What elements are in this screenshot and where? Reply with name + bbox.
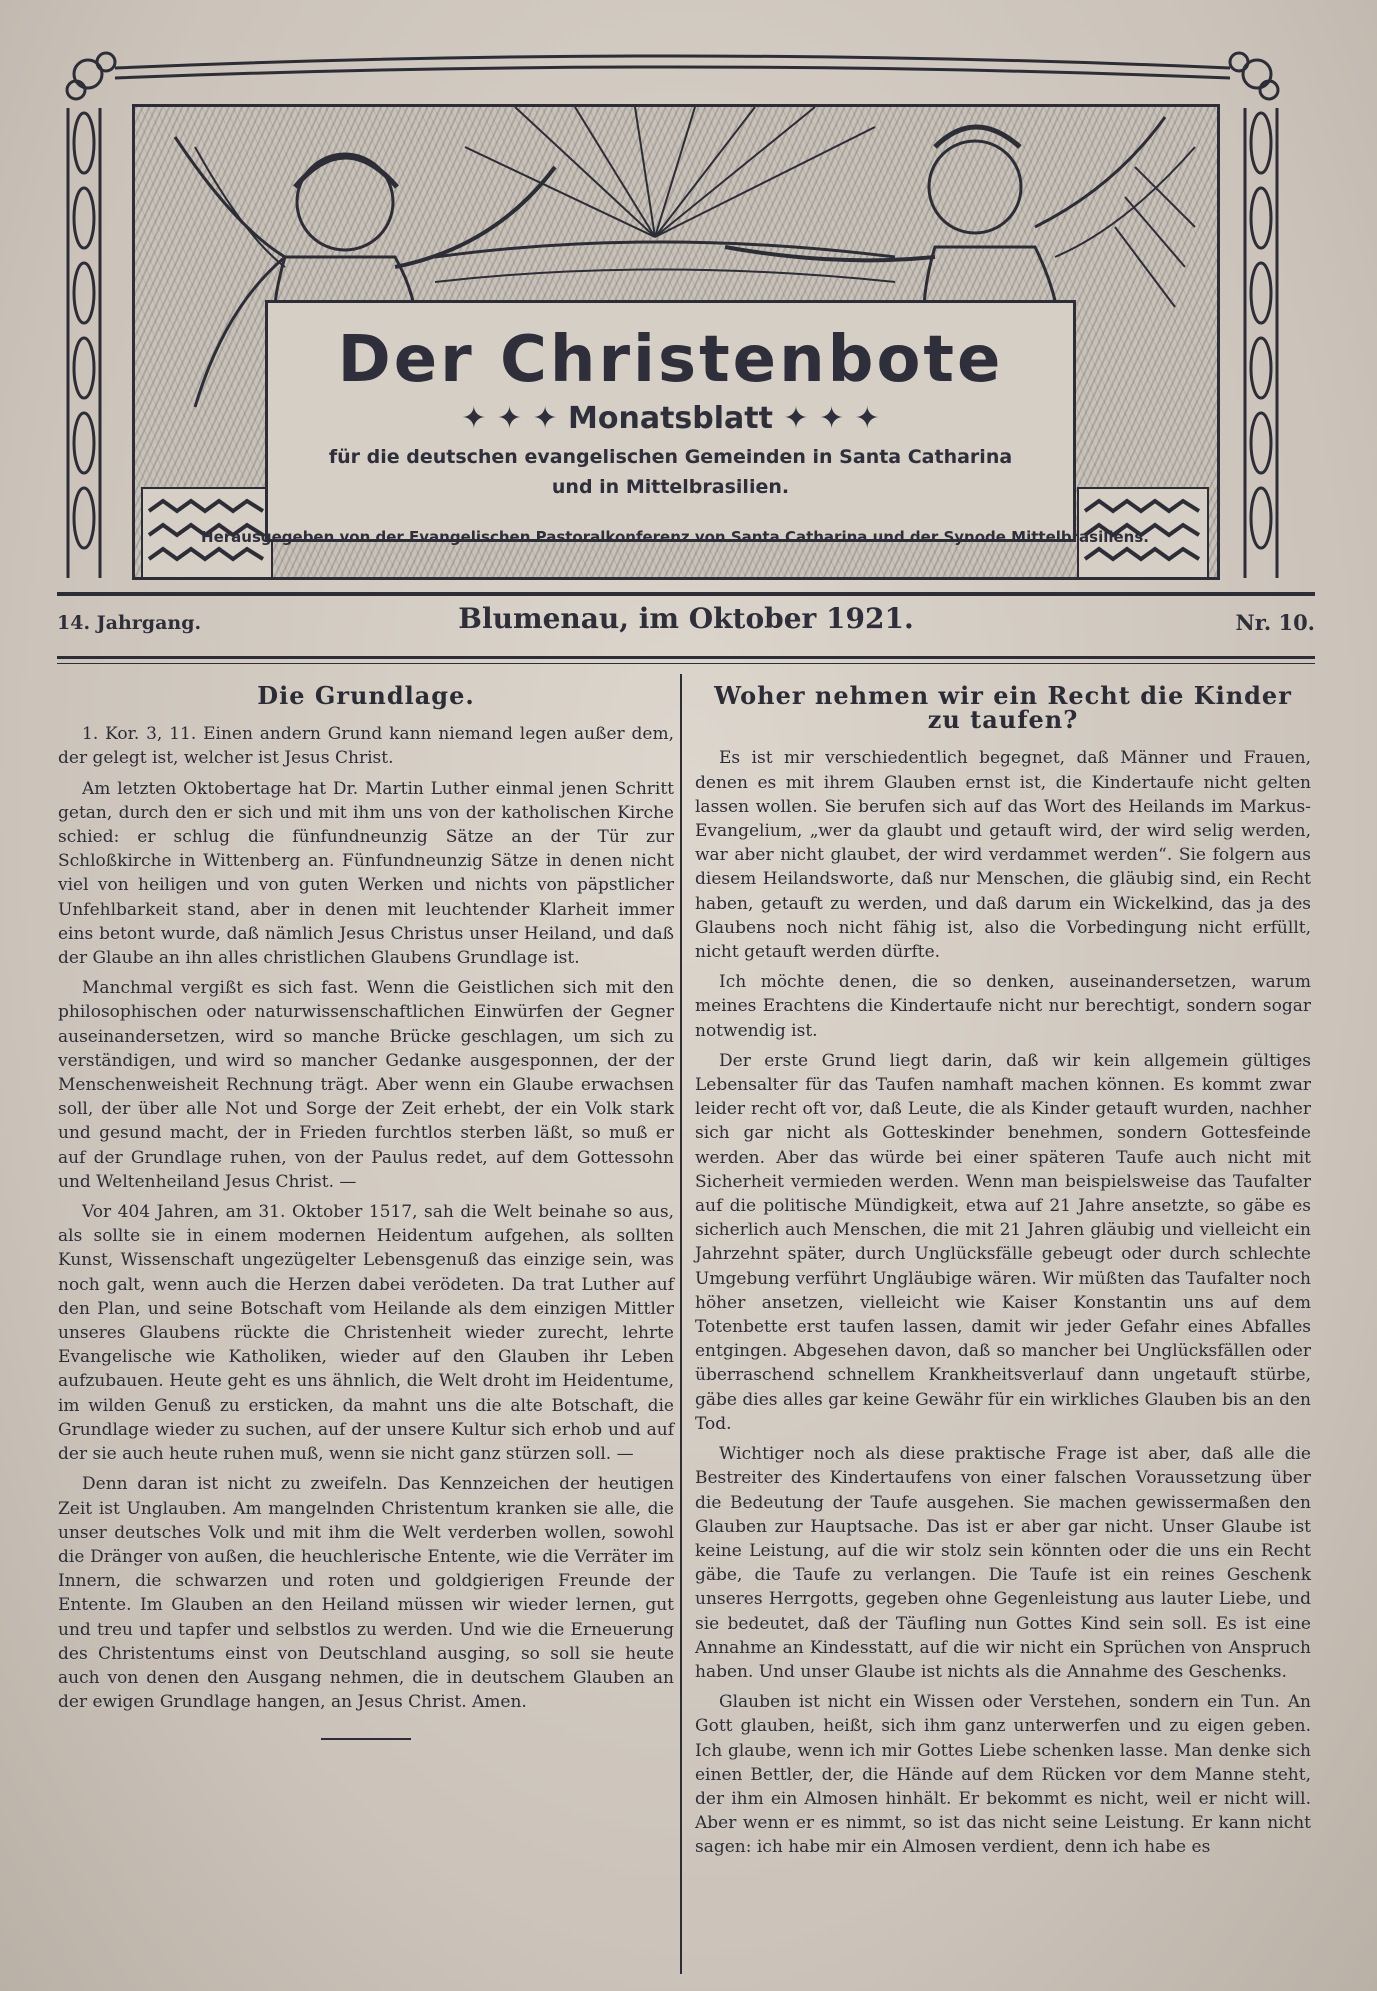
paragraph: Denn daran ist nicht zu zweifeln. Das Kennzeichen der heutigen Zeit ist Unglauben. Am mangelnden Christentum kranken sie alle, die unser deutsches Volk und mit ihm die Welt verderben wollen, sowohl die Dränger von außen, die heuchlerische Entente, wie die Verräter im Innern, die schwarzen und roten und goldgierigen Freunde der Entente. Im Glauben an den Heiland müssen wir wieder lernen, gut und treu und tapfer und selbstlos zu werden. Und wie die Erneuerung des Christentums einst von Deutschland ausging, so soll sie heute auch von denen den Ausgang nehmen, die in deutschem Glauben an der ewigen Grundlage hangen, an Jesus Christ. Amen. bbox=[58, 1474, 674, 1713]
paragraph: Vor 404 Jahren, am 31. Oktober 1517, sah die Welt beinahe so aus, als sollte sie in einem modernen Heidentum aufgehen, als sollten Kunst, Wissenschaft ungezügelter Lebensgenuß das einzige sein, was noch galt, wenn auch die Herzen dabei verödeten. Da trat Luther auf den Plan, und seine Botschaft vom Heilande als dem einzigen Mittler unseres Glaubens rückte die Christenheit wieder zurecht, lehrte Evangelische wie Katholiken, wieder auf den Glauben ihr Leben aufzubauen. Heute geht es uns ähnlich, die Welt droht im Heidentume, im wilden Genuß zu ersticken, da mahnt uns die alte Botschaft, die Grundlage wieder zu suchen, auf der unsere Kultur sich erhob und auf der sie auch heute ruhen muß, wenn sie nicht ganz stürzen soll. — bbox=[58, 1202, 674, 1465]
column-divider bbox=[680, 674, 682, 1974]
top-rule bbox=[57, 592, 1315, 596]
volume-label: 14. Jahrgang. bbox=[57, 612, 202, 634]
title-box bbox=[265, 300, 1076, 542]
newspaper-title: Der Christenbote bbox=[337, 323, 1004, 397]
paragraph: Am letzten Oktobertage hat Dr. Martin Luther einmal jenen Schritt getan, durch den er sich und mit ihm uns von der katholischen Kirche schied: er schlug die fünfundneunzig Sätze an der Tür zur Schloßkirche in Wittenberg an. Fünfundneunzig Sätze in denen nicht viel von heiligen und von guten Werken und nichts von päpstlicher Unfehlbarkeit stand, aber in denen mit leuchtender Klarheit immer eins betont wurde, daß nämlich Jesus Christus unser Heiland, und daß der Glaube an ihn alles christlichen Glaubens Grundlage ist. bbox=[58, 778, 674, 969]
paragraph: Es ist mir verschiedentlich begegnet, daß Männer und Frauen, denen es mit ihrem Glauben ernst ist, die Kindertaufe nicht gelten lassen wollen. Sie berufen sich auf das Wort des Heilands im Markus-Evangelium, „wer da glaubt und getauft wird, der wird selig werden, war aber nicht glaubet, der wird verdammet werden“. Sie folgern aus diesem Heilandsworte, daß nur Menschen, die gläubig sind, ein Recht haben, getauft zu werden, und daß darum ein Wickelkind, das ja des Glaubens noch nicht fähig ist, also die Vorbedingung nicht erfüllt, nicht getauft werden dürfte. bbox=[695, 748, 1311, 963]
right-article bbox=[695, 676, 1311, 1866]
paragraph: Ich möchte denen, die so denken, auseinandersetzen, warum meines Erachtens die Kindertaufe nicht nur berechtigt, sondern sogar notwendig ist. bbox=[695, 972, 1311, 1041]
paragraph: Der erste Grund liegt darin, daß wir kein allgemein gültiges Lebensalter für das Taufen namhaft machen können. Es kommt zwar leider recht oft vor, daß Leute, die als Kinder getauft wurden, nachher sich gar nicht als Gotteskinder benehmen, sondern Gottesfeinde werden. Aber das würde bei einer späteren Taufe auch nicht mit Sicherheit vermieden werden. Wenn man beispielsweise das Taufalter auf die politische Mündigkeit, etwa auf 21 Jahre ansetzte, so gäbe es sicherlich auch Menschen, die mit 21 Jahren gläubig und vielleicht ein Jahrzehnt später, durch Unglücksfälle gebeugt oder durch schlechte Umgebung verführt Ungläubige wären. Wir müßten das Taufalter noch höher ansetzen, vielleicht wie Kaiser Konstantin uns auf dem Totenbette erst taufen lassen, damit wir jeder Gefahr eines Abfalles entgingen. Abgesehen davon, daß so mancher bei Unglücksfällen oder überraschend schnellem Krankheitsverlauf dann ungetauft stürbe, gäbe dies alles gar keine Gewähr für ein wirkliches Glauben bis an den Tod. bbox=[695, 1050, 1311, 1434]
paragraph: Wichtiger noch als diese praktische Frage ist aber, daß alle die Bestreiter des Kindertaufens von einer falschen Voraussetzung über die Bedeutung der Taufe ausgehen. Sie machen gewissermaßen den Glauben zur Hauptsache. Das ist er aber gar nicht. Unser Glaube ist keine Leistung, auf die wir stolz sein könnten oder die uns ein Recht gäbe, die Taufe zu verlangen. Die Taufe ist ein reines Geschenk unseres Herrgotts, gegeben ohne Gegenleistung aus lauter Liebe, und sie bedeutet, daß der Täufling nun Gottes Kind sein soll. Es ist eine Annahme an Kindesstatt, auf die wir nicht ein Sprüchen von Anspruch haben. Und unser Glaube ist nichts als die Annahme des Geschenks. bbox=[695, 1444, 1311, 1682]
dateline bbox=[57, 600, 1315, 644]
masthead bbox=[60, 48, 1285, 588]
article-end-rule bbox=[321, 1738, 411, 1740]
subtitle-line-2: und in Mittelbrasilien. bbox=[551, 476, 790, 498]
left-article bbox=[58, 676, 674, 1740]
bible-verse: 1. Kor. 3, 11. Einen andern Grund kann niemand legen außer dem, der gelegt ist, welcher ist Jesus Christ. bbox=[58, 724, 674, 769]
paragraph: Glauben ist nicht ein Wissen oder Verstehen, sondern ein Tun. An Gott glauben, heißt, sich ihm ganz unterwerfen und zu eigen geben. Ich glaube, wenn ich mir Gottes Liebe schenken lasse. Man denke sich einen Bettler, der, die Hände auf dem Rücken vor dem Manne steht, der ihm ein Almosen hinhält. Er bekommt es nicht, weil er nicht will. Aber wenn er es nimmt, so ist das nicht seine Leistung. Er kann nicht sagen: ich habe mir ein Almosen verdient, denn ich habe es bbox=[695, 1692, 1311, 1858]
article-title: Die Grundlage. bbox=[257, 681, 475, 710]
bottom-rule-thin bbox=[57, 663, 1315, 664]
place-date: Blumenau, im Oktober 1921. bbox=[458, 602, 914, 635]
subtitle-line-1: für die deutschen evangelischen Gemeinden in Santa Catharina bbox=[328, 446, 1013, 468]
issue-number: Nr. 10. bbox=[1235, 610, 1315, 635]
paragraph: Manchmal vergißt es sich fast. Wenn die Geistlichen sich mit den philosophischen oder naturwissenschaftlichen Einwürfen der Gegner auseinandersetzen, wird so manche Brücke geschlagen, um sich zu verständigen, und wird so mancher Gedanke ausgesponnen, der der Menschenweisheit Rechnung trägt. Aber wenn ein Glaube erwachsen soll, der über alle Not und Sorge der Zeit erhebt, der ein Volk stark und gesund macht, der in Frieden furchtlos sterben läßt, so muß er auf der Grundlage ruhen, von der Paulus redet, auf dem Gottessohn und Weltenheiland Jesus Christ. — bbox=[58, 978, 674, 1192]
bottom-rule bbox=[57, 656, 1315, 659]
newspaper-subtitle: ✦ ✦ ✦ Monatsblatt ✦ ✦ ✦ bbox=[461, 401, 880, 436]
article-title: Woher nehmen wir ein Recht die Kinder zu taufen? bbox=[714, 681, 1292, 735]
publisher-line: Herausgegeben von der Evangelischen Pastoralkonferenz von Santa Catharina und der Synode Mittelbrasiliens. bbox=[201, 528, 1149, 546]
